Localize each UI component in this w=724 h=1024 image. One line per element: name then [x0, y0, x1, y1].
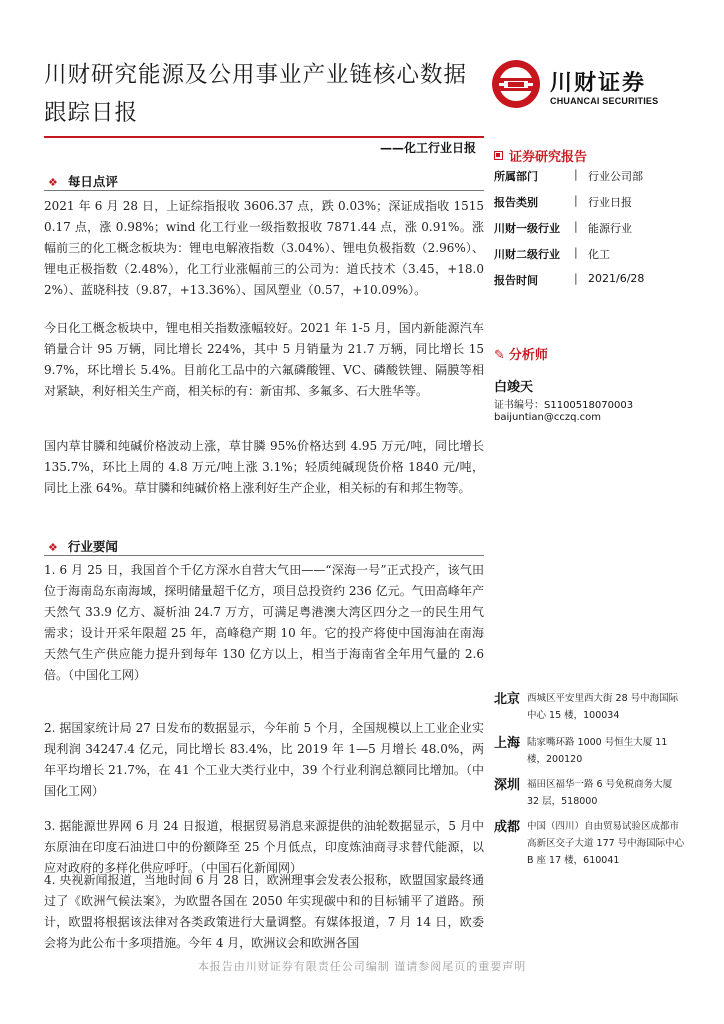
daily-paragraph-3: 国内草甘膦和纯碱价格波动上涨，草甘膦 95%价格达到 4.95 万元/吨，同比增长 135.7%，环比上周的 4.8 万元/吨上涨 3.1%；轻质纯碱现货价格 1840 元/吨，同比上涨 64%。草甘膦和纯碱价格上涨利好生产企业，相关标的有和邦生物等。	[44, 439, 484, 495]
office-city: 北京	[494, 692, 521, 707]
chuancai-logo-icon	[490, 58, 542, 110]
info-separator: |	[574, 246, 578, 259]
office-shenzhen	[494, 774, 694, 820]
section-news-heading	[48, 537, 118, 555]
report-title	[44, 56, 484, 132]
office-beijing	[494, 688, 694, 734]
logo-text-en: CHUANCAI SECURITIES	[550, 96, 659, 106]
news-item-3: 3. 据能源世界网 6 月 24 日报道，根据贸易消息来源提供的油轮数据显示，5 月中东原油在印度石油进口中的份额降至 25 个月低点，印度炼油商寻求替代能源，以应对政府的多样化供应呼吁。（中国石化新闻网）	[44, 819, 484, 875]
info-key: 川财一级行业	[494, 222, 560, 235]
report-info-heading	[494, 146, 587, 165]
info-row-level2-industry	[494, 246, 684, 272]
info-value: 化工	[588, 248, 610, 261]
report-title-line2: 跟踪日报	[44, 100, 139, 126]
report-info-table	[494, 168, 684, 298]
header-divider	[44, 136, 484, 138]
page-footer-disclaimer: 本报告由川财证券有限责任公司编制 谨请参阅尾页的重要声明	[197, 960, 527, 973]
info-value: 行业日报	[588, 196, 632, 209]
info-separator: |	[574, 220, 578, 233]
section-news-title: 行业要闻	[67, 539, 118, 554]
office-shanghai	[494, 732, 694, 778]
office-address: 中国（四川）自由贸易试验区成都市高新区交子大道 177 号中海国际中心 B 座 17 楼，610041	[527, 821, 685, 866]
news-item-1: 1. 6 月 25 日，我国首个千亿方深水自营大气田——“深海一号”正式投产，该气田位于海南岛东南海域，探明储量超千亿方，项目总投资约 236 亿元。气田高峰年产天然气 33.9 亿方、凝析油 24.7 万方，可满足粤港澳大湾区四分之一的民生用气需求；设计开采年限超 25 年，高峰稳产期 10 年。它的投产将使中国海油在南海天然气生产供应能力提升到每年 130 亿方以上，相当于海南省全年用气量的 2.6 倍。（中国化工网）	[44, 563, 484, 682]
info-row-level1-industry	[494, 220, 684, 246]
section-daily-title: 每日点评	[67, 174, 118, 189]
office-address: 福田区福华一路 6 号免税商务大厦 32 层，518000	[527, 779, 673, 807]
report-info-title: 证券研究报告	[509, 150, 588, 165]
info-key: 所属部门	[494, 170, 538, 183]
info-row-department	[494, 168, 684, 194]
daily-paragraph-2: 今日化工概念板块中，锂电相关指数涨幅较好。2021 年 1-5 月，国内新能源汽车销量合计 95 万辆，同比增长 224%，其中 5 月销量为 21.7 万辆，同比增长 159.7%，环比增长 5.4%。目前化工品中的六氟磷酸锂、VC、磷酸铁锂、隔膜等相对紧缺，利好相关生产商，相关标的有：新宙邦、多氟多、石大胜华等。	[44, 321, 484, 398]
report-subtitle: ——化工行业日报	[380, 141, 477, 155]
diamond-bullet-icon: ❖	[48, 541, 58, 554]
logo-text-cn: 川财证券	[550, 71, 647, 96]
office-city: 上海	[494, 736, 521, 751]
office-city: 成都	[494, 820, 521, 835]
section-news-divider	[44, 555, 484, 556]
info-separator: |	[574, 272, 578, 285]
analyst-heading	[494, 344, 548, 363]
section-daily-divider	[44, 190, 484, 191]
info-row-date	[494, 272, 684, 298]
info-separator: |	[574, 194, 578, 207]
info-row-category	[494, 194, 684, 220]
analyst-name: 白竣天	[494, 380, 534, 395]
analyst-title: 分析师	[508, 348, 548, 363]
info-value: 2021/6/28	[588, 272, 645, 285]
office-chengdu	[494, 816, 694, 886]
daily-paragraph-1: 2021 年 6 月 28 日，上证综指报收 3606.37 点，跌 0.03%；深证成指收 15150.17 点，涨 0.98%；wind 化工行业一级指数报收 7871.44 点，涨 0.91%。涨幅前三的化工概念板块为：锂电电解液指数（3.04%）、锂电负极指数（2.96%）、锂电正极指数（2.48%），化工行业涨幅前三的公司为：道氏技术（3.45，+18.02%）、蓝晓科技（9.87，+13.36%）、国风塑业（0.57，+10.09%）。	[44, 199, 484, 297]
pen-icon: ✎	[494, 348, 505, 363]
office-city: 深圳	[494, 778, 521, 793]
analyst-certificate: 证书编号：S1100518070003	[494, 400, 634, 411]
info-separator: |	[574, 168, 578, 181]
info-value: 能源行业	[588, 222, 632, 235]
diamond-bullet-icon: ❖	[48, 176, 58, 189]
info-key: 报告时间	[494, 274, 538, 287]
info-value: 行业公司部	[588, 170, 643, 183]
section-daily-heading	[48, 172, 118, 190]
news-item-4: 4. 央视新闻报道，当地时间 6 月 28 日，欧洲理事会发表公报称，欧盟国家最终通过了《欧洲气候法案》，为欧盟各国在 2050 年实现碳中和的目标铺平了道路。预计，欧盟将根据该法律对各类政策进行大量调整。有媒体报道，7 月 14 日，欧委会将为此公布十多项措施。今年 4 月，欧洲议会和欧洲各国	[44, 873, 484, 950]
report-title-line1: 川财研究能源及公用事业产业链核心数据	[44, 62, 468, 88]
checkbox-square-icon	[494, 151, 503, 160]
company-logo	[490, 58, 680, 114]
analyst-email[interactable]: baijuntian@cczq.com	[494, 412, 602, 423]
info-key: 报告类别	[494, 196, 538, 209]
office-address: 西城区平安里西大街 28 号中海国际中心 15 楼，100034	[527, 693, 679, 721]
news-item-2: 2. 据国家统计局 27 日发布的数据显示，今年前 5 个月，全国规模以上工业企业实现利润 34247.4 亿元，同比增长 83.4%，比 2019 年 1—5 月增长 48.0%，两年平均增长 21.7%，在 41 个工业大类行业中，39 个行业利润总额同比增加。（中国化工网）	[44, 721, 484, 798]
info-key: 川财二级行业	[494, 248, 560, 261]
office-address: 陆家嘴环路 1000 号恒生大厦 11 楼，200120	[527, 737, 668, 765]
